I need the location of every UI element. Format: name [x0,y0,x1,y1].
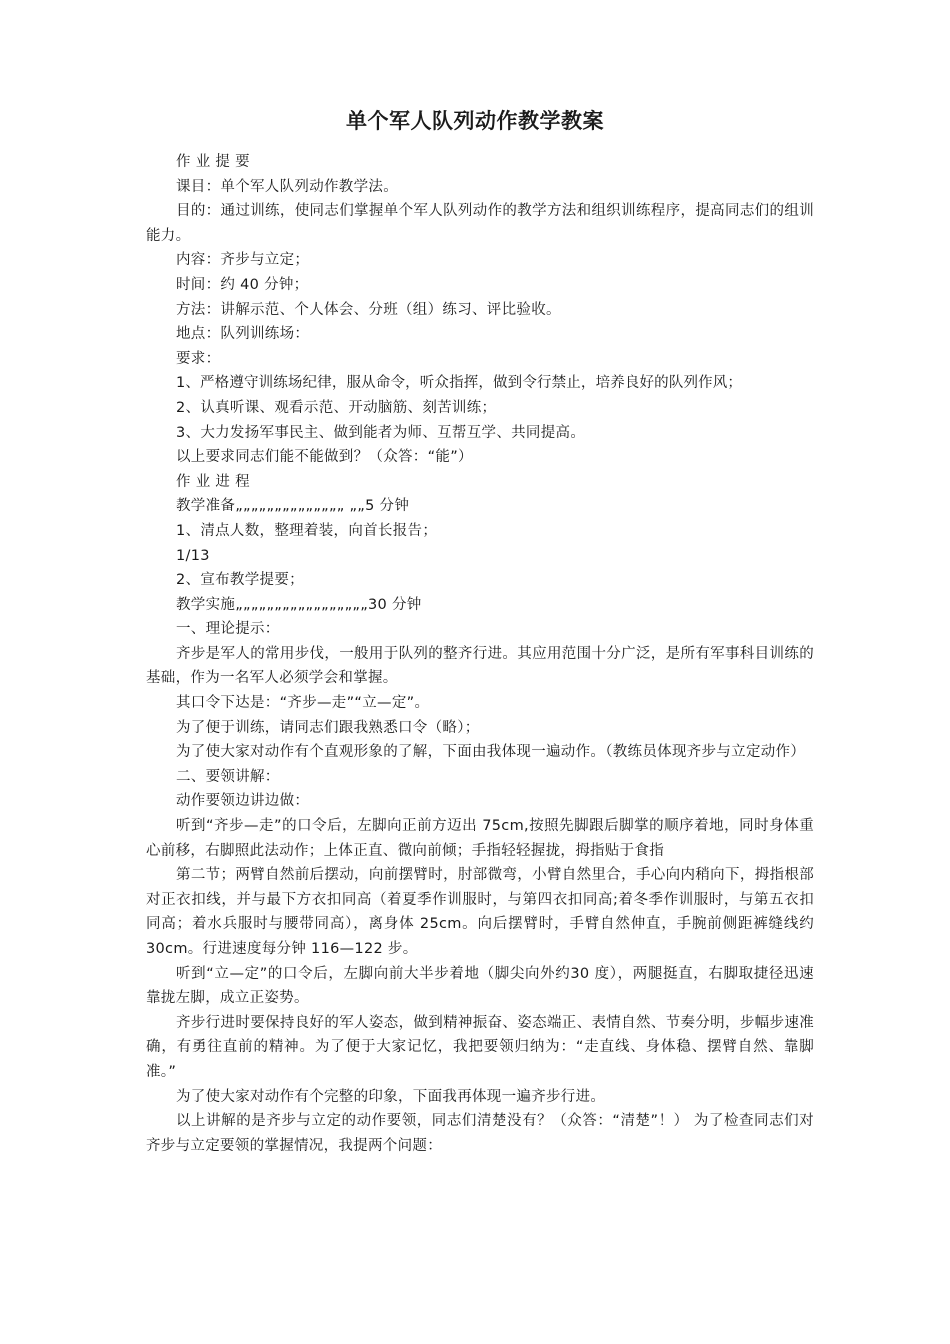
paragraph-march-2: 第二节；两臂自然前后摆动，向前摆臂时，肘部微弯，小臂自然里合，手心向内稍向下，拇指根部对正衣扣线，并与最下方衣扣同高（着夏季作训服时，与第四衣扣同高;着冬季作训服时，与第五衣扣同高；着水兵服时与腰带同高），离身体 25cm。向后摆臂时，手臂自然伸直，手腕前侧距裤缝线约 30cm。行进速度每分钟 116—122 步。 [146,867,814,957]
requirement-item-3: 3、大力发扬军事民主、做到能者为师、互帮互学、共同提高。 [176,424,586,441]
paragraph-subject: 课目：单个军人队列动作教学法。 [176,178,398,195]
section-essentials: 二、要领讲解： [176,768,280,785]
prep-item-1: 1、清点人数，整理着装，向首长报告； [176,522,438,539]
paragraph-prep: 教学准备„„„„„„„„„„„„„„ „„5 分钟 [176,498,410,515]
page-number: 1/13 [176,547,210,564]
prep-item-2: 2、宣布教学提要； [176,572,304,589]
paragraph-halt: 听到“立—定”的口令后，左脚向前大半步着地（脚尖向外约30 度），两腿挺直，右脚取捷径迅速靠拢左脚，成立正姿势。 [146,965,814,1007]
paragraph-explain: 动作要领边讲边做： [176,793,310,810]
paragraph-posture: 齐步行进时要保持良好的军人姿态，做到精神振奋、姿态端正、表情自然、节奏分明，步幅步速准确，有勇往直前的精神。为了便于大家记忆，我把要领归纳为：“走直线、身体稳、摆臂自然、靠脚准。” [146,1014,814,1080]
paragraph-command: 其口令下达是：“齐步—走”“立—定”。 [176,695,430,712]
paragraph-questions: 以上讲解的是齐步与立定的动作要领，同志们清楚没有？（众答：“清楚”！） 为了检查同志们对齐步与立定要领的掌握情况，我提两个问题： [146,1113,814,1154]
section-heading-summary: 作 业 提 要 [176,154,250,170]
section-theory: 一、理论提示： [176,621,280,638]
paragraph-demo-again: 为了使大家对动作有个完整的印象，下面我再体现一遍齐步行进。 [176,1088,606,1105]
paragraph-purpose: 目的：通过训练，使同志们掌握单个军人队列动作的教学方法和组织训练程序，提高同志们的组训能力。 [146,203,814,244]
paragraph-time: 时间：约 40 分钟； [176,276,309,293]
paragraph-confirm: 以上要求同志们能不能做到？（众答：“能”） [176,449,473,466]
paragraph-location: 地点：队列训练场： [176,326,310,343]
paragraph-requirements: 要求： [176,350,221,367]
paragraph-familiarize: 为了便于训练，请同志们跟我熟悉口令（略）； [176,719,480,736]
section-heading-process: 作 业 进 程 [176,473,250,490]
requirement-item-2: 2、认真听课、观看示范、开动脑筋、刻苦训练； [176,399,497,416]
document-body [146,150,814,1158]
paragraph-method: 方法：讲解示范、个人体会、分班（组）练习、评比验收。 [176,301,561,318]
paragraph-demo: 为了使大家对动作有个直观形象的了解，下面由我体现一遍动作。（教练员体现齐步与立定动作） [176,744,806,761]
document-title: 单个军人队列动作教学教案 [346,109,604,133]
paragraph-implementation: 教学实施„„„„„„„„„„„„„„„„„30 分钟 [176,596,422,613]
paragraph-content: 内容：齐步与立定； [176,252,310,269]
requirement-item-1: 1、严格遵守训练场纪律，服从命令，听众指挥，做到令行禁止，培养良好的队列作风； [176,375,743,392]
paragraph-march-1: 听到“齐步—走”的口令后，左脚向正前方迈出 75cm,按照先脚跟后脚掌的顺序着地，同时身体重心前移，右脚照此法动作；上体正直、微向前倾；手指轻轻握拢，拇指贴于食指 [146,818,814,859]
paragraph-theory-1: 齐步是军人的常用步伐，一般用于队列的整齐行进。其应用范围十分广泛，是所有军事科目训练的基础，作为一名军人必须学会和掌握。 [146,645,814,687]
